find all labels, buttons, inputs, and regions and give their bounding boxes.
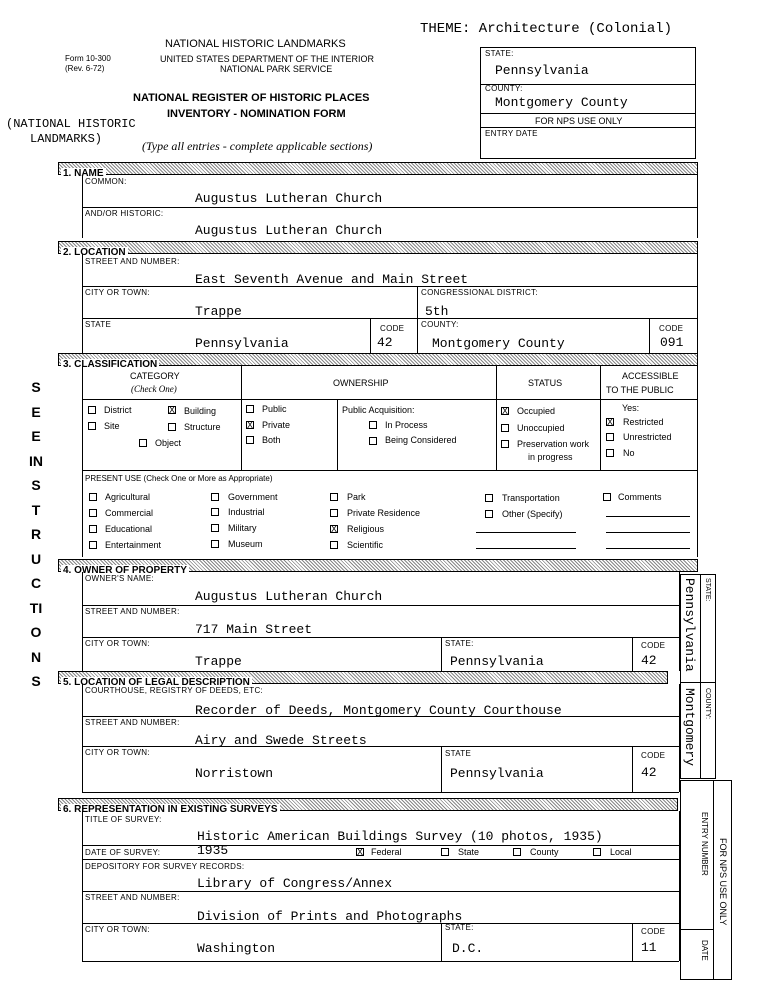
owner-code-value: 42 xyxy=(641,653,657,668)
entertainment-option: Entertainment xyxy=(105,540,162,550)
entry-date-label: ENTRY DATE xyxy=(485,129,538,138)
entertainment-checkbox[interactable] xyxy=(89,541,97,549)
commercial-option: Commercial xyxy=(105,508,154,518)
legal-code-label: CODE xyxy=(641,751,666,760)
local-survey-option: Local xyxy=(610,847,632,857)
private-residence-checkbox[interactable] xyxy=(330,509,338,517)
owner-state-label: STATE: xyxy=(445,639,474,648)
restricted-checkbox[interactable]: X xyxy=(607,417,614,427)
state-code-label: CODE xyxy=(380,324,405,333)
private-residence-option: Private Residence xyxy=(347,508,421,518)
county-survey-option: County xyxy=(530,847,559,857)
legal-street-label: STREET AND NUMBER: xyxy=(85,718,180,727)
occupied-option: Occupied xyxy=(517,406,556,416)
private-checkbox[interactable]: X xyxy=(247,420,254,430)
side-instructions: SEE INSTRUCTIONS xyxy=(29,379,43,689)
being-considered-option: Being Considered xyxy=(385,435,457,445)
district-label: CONGRESSIONAL DISTRICT: xyxy=(421,288,538,297)
header-county-value: Montgomery County xyxy=(495,95,628,110)
survey-title-label: TITLE OF SURVEY: xyxy=(85,815,162,824)
legal-city-value: Norristown xyxy=(195,766,274,781)
religious-option: Religious xyxy=(347,524,385,534)
private-option: Private xyxy=(262,420,291,430)
government-checkbox[interactable] xyxy=(211,493,219,501)
legal-street-value: Airy and Swede Streets xyxy=(195,733,367,748)
legal-city-label: CITY OR TOWN: xyxy=(85,748,150,757)
section-3-title: 3. CLASSIFICATION xyxy=(63,359,158,370)
comments-blank-3[interactable] xyxy=(606,548,690,549)
nhl-title: NATIONAL HISTORIC LANDMARKS xyxy=(165,38,346,50)
accessible-heading-2: TO THE PUBLIC xyxy=(606,385,674,395)
county-code-label: CODE xyxy=(659,324,684,333)
comments-checkbox[interactable] xyxy=(603,493,611,501)
owner-state-value: Pennsylvania xyxy=(450,654,544,669)
public-checkbox[interactable] xyxy=(246,405,254,413)
check-one-note: (Check One) xyxy=(131,384,177,394)
federal-option: Federal xyxy=(371,847,402,857)
owner-street-label: STREET AND NUMBER: xyxy=(85,607,180,616)
being-considered-checkbox[interactable] xyxy=(369,437,377,445)
margin-nps-use-only: FOR NPS USE ONLY xyxy=(718,838,728,926)
educational-checkbox[interactable] xyxy=(89,525,97,533)
owner-street-value: 717 Main Street xyxy=(195,622,313,637)
city-label: CITY OR TOWN: xyxy=(85,288,150,297)
building-option: Building xyxy=(184,406,217,416)
department-name: UNITED STATES DEPARTMENT OF THE INTERIOR xyxy=(160,54,375,64)
survey-code-label: CODE xyxy=(641,927,666,936)
industrial-checkbox[interactable] xyxy=(211,508,219,516)
unoccupied-checkbox[interactable] xyxy=(501,424,509,432)
scientific-checkbox[interactable] xyxy=(330,541,338,549)
section-4-title: 4. OWNER OF PROPERTY xyxy=(63,565,187,576)
survey-date-value: 1935 xyxy=(197,843,229,858)
common-label: COMMON: xyxy=(85,177,127,186)
depository-value: Library of Congress/Annex xyxy=(197,876,393,891)
nhl-note-line1: (NATIONAL HISTORIC xyxy=(6,117,136,131)
margin-entry-number: ENTRY NUMBER xyxy=(700,812,709,876)
site-checkbox[interactable] xyxy=(88,422,96,430)
both-checkbox[interactable] xyxy=(246,436,254,444)
margin-date: DATE xyxy=(700,940,709,961)
common-name-value: Augustus Lutheran Church xyxy=(195,191,383,206)
district-checkbox[interactable] xyxy=(88,406,96,414)
occupied-checkbox[interactable]: X xyxy=(502,406,509,416)
military-checkbox[interactable] xyxy=(211,524,219,532)
comments-blank-2[interactable] xyxy=(606,532,690,533)
form-number: Form 10-300 xyxy=(65,54,111,63)
historic-name-value: Augustus Lutheran Church xyxy=(195,223,383,238)
type-instructions: (Type all entries - complete applicable sections) xyxy=(142,139,373,153)
courthouse-value: Recorder of Deeds, Montgomery County Courthouse xyxy=(195,703,562,718)
government-option: Government xyxy=(228,492,278,502)
location-county-code: 091 xyxy=(660,335,684,350)
owner-city-label: CITY OR TOWN: xyxy=(85,639,150,648)
scientific-option: Scientific xyxy=(347,540,384,550)
margin-state-value: Pennsylvania xyxy=(682,578,697,672)
survey-city-value: Washington xyxy=(197,941,276,956)
public-option: Public xyxy=(262,404,287,414)
section-5-header xyxy=(58,671,668,688)
in-process-option: In Process xyxy=(385,420,428,430)
location-state-value: Pennsylvania xyxy=(195,336,289,351)
comments-blank-1[interactable] xyxy=(606,516,690,517)
state-label: STATE xyxy=(85,320,112,329)
form-revision: (Rev. 6-72) xyxy=(65,64,105,73)
other-option: Other (Specify) xyxy=(502,509,563,519)
educational-option: Educational xyxy=(105,524,153,534)
section-2-header xyxy=(58,241,698,258)
location-city-value: Trappe xyxy=(195,304,242,319)
preservation-option-line1: Preservation work xyxy=(517,439,590,449)
local-survey-checkbox[interactable] xyxy=(593,848,601,856)
survey-code-value: 11 xyxy=(641,940,657,955)
survey-state-value: D.C. xyxy=(452,941,484,956)
section-1-title: 1. NAME xyxy=(63,168,104,179)
section-6-title: 6. REPRESENTATION IN EXISTING SURVEYS xyxy=(63,804,278,815)
header-state-value: Pennsylvania xyxy=(495,63,589,78)
other-blank-1[interactable] xyxy=(476,532,576,533)
restricted-option: Restricted xyxy=(623,417,664,427)
other-blank-2[interactable] xyxy=(476,548,576,549)
industrial-option: Industrial xyxy=(228,507,265,517)
site-option: Site xyxy=(104,421,120,431)
nhl-note-line2: LANDMARKS) xyxy=(30,132,103,146)
location-county-value: Montgomery County xyxy=(432,336,565,351)
service-name: NATIONAL PARK SERVICE xyxy=(220,64,333,74)
status-heading: STATUS xyxy=(528,378,563,388)
courthouse-label: COURTHOUSE, REGISTRY OF DEEDS, ETC: xyxy=(85,686,264,695)
location-street-value: East Seventh Avenue and Main Street xyxy=(195,272,469,287)
theme-line: THEME: Architecture (Colonial) xyxy=(420,21,673,37)
location-state-code: 42 xyxy=(377,335,393,350)
legal-state-value: Pennsylvania xyxy=(450,766,544,781)
structure-checkbox[interactable] xyxy=(168,423,176,431)
owner-city-value: Trappe xyxy=(195,654,242,669)
header-county-label: COUNTY: xyxy=(485,84,523,93)
unoccupied-option: Unoccupied xyxy=(517,423,565,433)
section-5-title: 5. LOCATION OF LEGAL DESCRIPTION xyxy=(63,677,250,688)
county-survey-checkbox[interactable] xyxy=(513,848,521,856)
survey-street-label: STREET AND NUMBER: xyxy=(85,893,180,902)
state-survey-checkbox[interactable] xyxy=(441,848,449,856)
object-checkbox[interactable] xyxy=(139,439,147,447)
header-state-label: STATE: xyxy=(485,49,514,58)
section-1-header xyxy=(58,162,698,179)
agricultural-checkbox[interactable] xyxy=(89,493,97,501)
survey-title-value: Historic American Buildings Survey (10 photos, 1935) xyxy=(197,829,603,844)
form-title: INVENTORY - NOMINATION FORM xyxy=(167,108,346,120)
legal-code-value: 42 xyxy=(641,765,657,780)
margin-county-value: Montgomery xyxy=(682,688,697,767)
section-2-title: 2. LOCATION xyxy=(63,247,126,258)
district-option: District xyxy=(104,405,132,415)
structure-option: Structure xyxy=(184,422,221,432)
owner-name-label: OWNER'S NAME: xyxy=(85,574,154,583)
in-process-checkbox[interactable] xyxy=(369,421,377,429)
commercial-checkbox[interactable] xyxy=(89,509,97,517)
register-title: NATIONAL REGISTER OF HISTORIC PLACES xyxy=(133,92,370,104)
present-use-heading: PRESENT USE (Check One or More as Appropriate) xyxy=(85,474,273,483)
street-label: STREET AND NUMBER: xyxy=(85,257,180,266)
section-3-header xyxy=(58,353,698,370)
state-survey-option: State xyxy=(458,847,480,857)
district-value: 5th xyxy=(425,304,449,319)
military-option: Military xyxy=(228,523,257,533)
section-6-header xyxy=(58,798,678,815)
for-nps-use-only: FOR NPS USE ONLY xyxy=(535,116,623,126)
survey-street-value: Division of Prints and Photographs xyxy=(197,909,463,924)
legal-state-label: STATE xyxy=(445,749,472,758)
historic-label: AND/OR HISTORIC: xyxy=(85,209,164,218)
owner-name-value: Augustus Lutheran Church xyxy=(195,589,383,604)
no-option: No xyxy=(623,448,635,458)
federal-checkbox[interactable]: X xyxy=(357,847,364,857)
park-option: Park xyxy=(347,492,366,502)
preservation-checkbox[interactable] xyxy=(501,440,509,448)
survey-city-label: CITY OR TOWN: xyxy=(85,925,150,934)
both-option: Both xyxy=(262,435,281,445)
margin-state-label: STATE: xyxy=(704,578,711,602)
accessible-heading-1: ACCESSIBLE xyxy=(622,371,679,381)
no-checkbox[interactable] xyxy=(606,449,614,457)
building-checkbox[interactable]: X xyxy=(169,405,176,415)
transportation-checkbox[interactable] xyxy=(485,494,493,502)
preservation-option-line2: in progress xyxy=(528,452,573,462)
survey-state-label: STATE: xyxy=(445,923,474,932)
section-4-header xyxy=(58,559,698,576)
depository-label: DEPOSITORY FOR SURVEY RECORDS: xyxy=(85,862,245,871)
comments-option: Comments xyxy=(618,492,662,502)
object-option: Object xyxy=(155,438,182,448)
category-heading: CATEGORY xyxy=(130,371,180,381)
ownership-heading: OWNERSHIP xyxy=(333,378,389,388)
survey-date-label: DATE OF SURVEY: xyxy=(85,848,161,857)
museum-checkbox[interactable] xyxy=(211,540,219,548)
yes-label: Yes: xyxy=(622,403,640,413)
other-checkbox[interactable] xyxy=(485,510,493,518)
transportation-option: Transportation xyxy=(502,493,560,503)
margin-county-label: COUNTY: xyxy=(704,688,711,720)
religious-checkbox[interactable]: X xyxy=(331,524,338,534)
owner-code-label: CODE xyxy=(641,641,666,650)
museum-option: Museum xyxy=(228,539,263,549)
park-checkbox[interactable] xyxy=(330,493,338,501)
unrestricted-checkbox[interactable] xyxy=(606,433,614,441)
unrestricted-option: Unrestricted xyxy=(623,432,672,442)
county-label: COUNTY: xyxy=(421,320,459,329)
public-acquisition-label: Public Acquisition: xyxy=(342,405,415,415)
agricultural-option: Agricultural xyxy=(105,492,151,502)
